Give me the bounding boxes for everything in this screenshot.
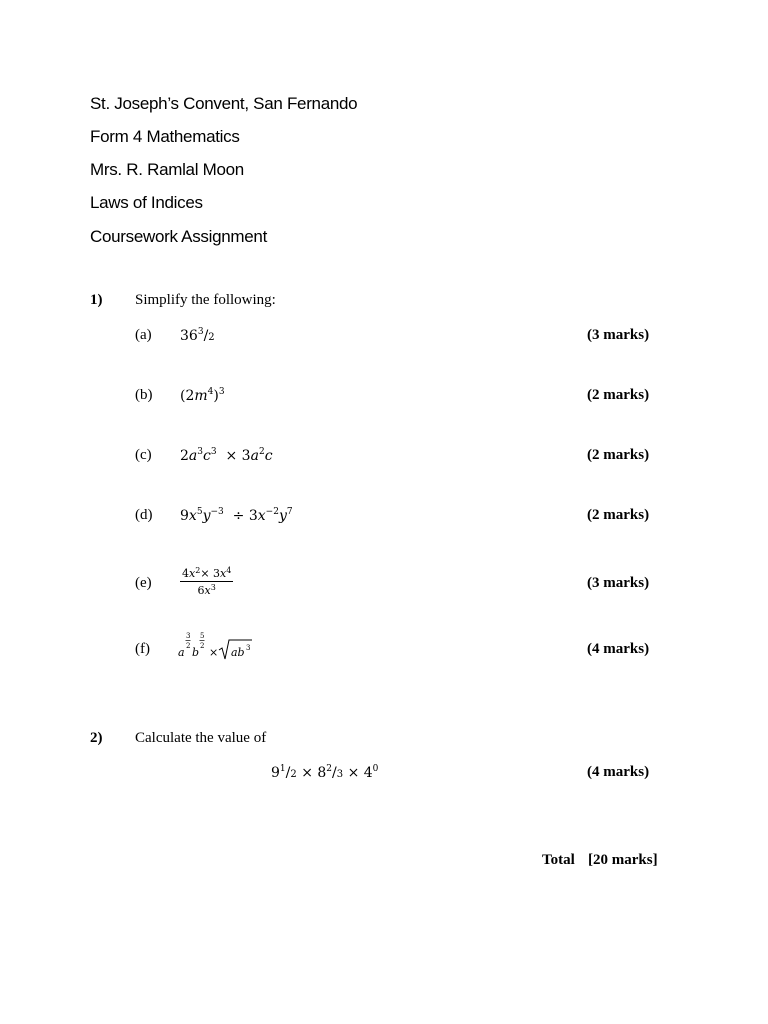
svg-text:b: b: [192, 646, 200, 659]
part-b-label: (b): [135, 387, 153, 403]
svg-text:2: 2: [200, 642, 205, 650]
total-label: Total: [542, 852, 575, 868]
part-e-expression: $\frac{4x^2\times 3x^4}{6x^3}$: [182, 566, 232, 597]
question-2-expression: $9^1/2 \times 8^2/3 \times 4^0$: [271, 764, 379, 781]
svg-text:5: 5: [200, 632, 205, 640]
part-b-marks: (2 marks): [587, 387, 650, 403]
svg-text:3: 3: [186, 632, 191, 640]
part-e-label: (e): [135, 575, 152, 591]
question-2-number: 2): [90, 730, 103, 746]
part-d-marks: (2 marks): [587, 507, 650, 523]
part-e-marks: (3 marks): [587, 575, 650, 591]
part-a-marks: (3 marks): [587, 327, 650, 343]
question-1-prompt: Simplify the following:: [135, 292, 276, 308]
part-c-marks: (2 marks): [587, 447, 650, 463]
part-d-label: (d): [135, 507, 153, 523]
svg-text:ab: ab: [231, 646, 245, 659]
svg-text:×: ×: [209, 646, 219, 659]
part-f-expression: [176, 628, 256, 662]
question-1-number: 1): [90, 292, 103, 308]
assignment-title: Coursework Assignment: [90, 227, 267, 246]
svg-text:2: 2: [186, 642, 191, 650]
svg-text:3: 3: [246, 644, 251, 652]
course-title: Form 4 Mathematics: [90, 127, 240, 146]
part-f-marks: (4 marks): [587, 641, 650, 657]
part-c-expression: $2a^3c^3 \times 3a^2c$: [180, 447, 273, 464]
svg-text:a: a: [178, 646, 185, 659]
total-marks: [20 marks]: [588, 852, 658, 868]
part-d-expression: $9x^5y^{-3} \div 3x^{-2}y^7$: [180, 507, 293, 524]
question-2-marks: (4 marks): [587, 764, 650, 780]
part-b-expression: $(2m^4)^3$: [180, 387, 225, 404]
part-c-label: (c): [135, 447, 152, 463]
question-2-prompt: Calculate the value of: [135, 730, 267, 746]
teacher-name: Mrs. R. Ramlal Moon: [90, 160, 244, 179]
topic-title: Laws of Indices: [90, 193, 203, 212]
part-a-expression: $36^3/2$: [180, 327, 215, 344]
part-a-label: (a): [135, 327, 152, 343]
school-name: St. Joseph’s Convent, San Fernando: [90, 94, 358, 113]
part-f-label: (f): [135, 641, 150, 657]
